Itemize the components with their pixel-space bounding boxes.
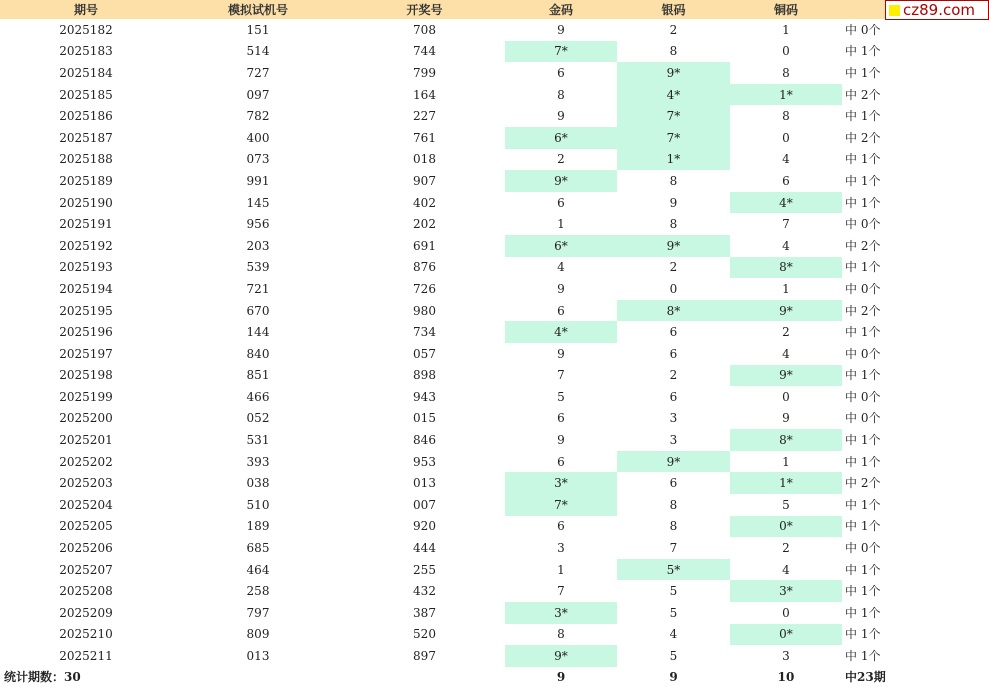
result-cell: 中 1个 <box>845 260 881 275</box>
draw-number-cell: 691 <box>413 238 436 253</box>
table-row <box>0 494 989 516</box>
bronze-code-cell: 6 <box>782 173 790 188</box>
draw-number-cell: 708 <box>413 22 436 37</box>
trial-number-cell: 189 <box>246 519 270 534</box>
draw-number-cell: 255 <box>413 562 436 577</box>
table-row <box>0 19 989 41</box>
table-row <box>0 645 989 667</box>
draw-number-cell: 013 <box>413 476 436 491</box>
issue-cell: 2025205 <box>59 519 113 534</box>
header-silver-code: 银码 <box>617 0 730 19</box>
draw-number-cell: 007 <box>413 497 436 512</box>
issue-cell: 2025207 <box>59 562 113 577</box>
draw-number-cell: 402 <box>413 195 436 210</box>
issue-cell: 2025209 <box>59 605 113 620</box>
result-cell: 中 1个 <box>845 627 881 642</box>
silver-code-cell: 2 <box>669 22 678 37</box>
gold-code-cell: 4* <box>505 321 617 343</box>
bronze-code-cell: 9* <box>730 365 842 387</box>
draw-number-cell: 387 <box>413 605 436 620</box>
issue-cell: 2025191 <box>59 217 113 232</box>
result-cell: 中 1个 <box>845 497 881 512</box>
bronze-code-cell: 8* <box>730 429 842 451</box>
table-row <box>0 343 989 365</box>
silver-code-cell: 8 <box>669 497 678 512</box>
trial-number-cell: 038 <box>246 476 270 491</box>
issue-cell: 2025202 <box>59 454 113 469</box>
gold-code-cell: 6* <box>505 235 617 257</box>
trial-number-cell: 393 <box>246 454 270 469</box>
silver-code-cell: 9* <box>617 62 730 84</box>
issue-cell: 2025186 <box>59 109 113 124</box>
issue-cell: 2025190 <box>59 195 113 210</box>
trial-number-cell: 721 <box>246 281 270 296</box>
table-row <box>0 580 989 602</box>
stat-count-label: 统计期数：30 <box>4 670 81 685</box>
table-row <box>0 300 989 322</box>
trial-number-cell: 670 <box>246 303 270 318</box>
gold-code-cell: 6 <box>557 303 565 318</box>
trial-number-cell: 851 <box>246 368 270 383</box>
gold-total: 9 <box>556 669 566 684</box>
table-row <box>0 516 989 538</box>
table-footer <box>0 667 989 687</box>
draw-number-cell: 164 <box>413 87 436 102</box>
result-cell: 中 1个 <box>845 325 881 340</box>
result-cell: 中 0个 <box>845 346 881 361</box>
trial-number-cell: 151 <box>246 22 270 37</box>
silver-code-cell: 9* <box>617 451 730 473</box>
trial-number-cell: 073 <box>246 152 270 167</box>
result-cell: 中 1个 <box>845 109 881 124</box>
table-row <box>0 321 989 343</box>
silver-code-cell: 9* <box>617 235 730 257</box>
trial-number-cell: 466 <box>246 389 270 404</box>
trial-number-cell: 097 <box>246 87 270 102</box>
silver-code-cell: 7 <box>669 541 678 556</box>
gold-code-cell: 6 <box>557 65 565 80</box>
gold-code-cell: 6 <box>557 411 565 426</box>
bronze-code-cell: 1* <box>730 472 842 494</box>
result-cell: 中 2个 <box>845 476 881 491</box>
issue-cell: 2025204 <box>59 497 113 512</box>
silver-code-cell: 5 <box>669 584 678 599</box>
draw-number-cell: 897 <box>413 649 436 664</box>
issue-cell: 2025210 <box>59 627 113 642</box>
draw-number-cell: 018 <box>413 152 436 167</box>
table-header <box>0 0 989 19</box>
table-row <box>0 537 989 559</box>
bronze-code-cell: 9 <box>782 411 790 426</box>
table-row <box>0 170 989 192</box>
draw-number-cell: 015 <box>413 411 436 426</box>
gold-code-cell: 9* <box>505 645 617 667</box>
trial-number-cell: 464 <box>246 562 270 577</box>
gold-code-cell: 9* <box>505 170 617 192</box>
draw-number-cell: 744 <box>413 44 436 59</box>
issue-cell: 2025200 <box>59 411 113 426</box>
gold-code-cell: 9 <box>557 433 565 448</box>
issue-cell: 2025188 <box>59 152 113 167</box>
gold-code-cell: 8 <box>557 87 565 102</box>
issue-cell: 2025201 <box>59 433 113 448</box>
bronze-code-cell: 4 <box>782 238 790 253</box>
result-cell: 中 0个 <box>845 22 881 37</box>
result-cell: 中 1个 <box>845 562 881 577</box>
trial-number-cell: 782 <box>246 109 270 124</box>
bronze-code-cell: 8 <box>782 109 790 124</box>
bronze-code-cell: 2 <box>782 541 790 556</box>
gold-code-cell: 6 <box>557 519 565 534</box>
issue-cell: 2025185 <box>59 87 113 102</box>
result-cell: 中 2个 <box>845 130 881 145</box>
bronze-code-cell: 0 <box>782 44 790 59</box>
result-cell: 中 1个 <box>845 519 881 534</box>
issue-cell: 2025206 <box>59 541 113 556</box>
result-total: 中23期 <box>845 670 886 685</box>
issue-cell: 2025196 <box>59 325 113 340</box>
trial-number-cell: 145 <box>246 195 270 210</box>
bronze-code-cell: 1 <box>782 454 790 469</box>
silver-code-cell: 3 <box>669 411 678 426</box>
table-row <box>0 213 989 235</box>
trial-number-cell: 797 <box>246 605 270 620</box>
table-row <box>0 127 989 149</box>
draw-number-cell: 953 <box>413 454 436 469</box>
table-row <box>0 429 989 451</box>
silver-code-cell: 7* <box>617 105 730 127</box>
issue-cell: 2025198 <box>59 368 113 383</box>
trial-number-cell: 840 <box>246 346 270 361</box>
gold-code-cell: 7 <box>557 368 565 383</box>
draw-number-cell: 898 <box>413 368 436 383</box>
table-row <box>0 408 989 430</box>
issue-cell: 2025184 <box>59 65 113 80</box>
silver-code-cell: 8 <box>669 44 678 59</box>
table-row <box>0 192 989 214</box>
gold-code-cell: 9 <box>557 346 565 361</box>
silver-code-cell: 9 <box>669 195 678 210</box>
table-row <box>0 624 989 646</box>
result-cell: 中 0个 <box>845 389 881 404</box>
bronze-code-cell: 0* <box>730 516 842 538</box>
bronze-code-cell: 2 <box>782 325 790 340</box>
header-draw-number: 开奖号 <box>344 0 505 19</box>
table-row <box>0 105 989 127</box>
draw-number-cell: 943 <box>413 389 436 404</box>
result-cell: 中 0个 <box>845 281 881 296</box>
result-cell: 中 2个 <box>845 238 881 253</box>
draw-number-cell: 726 <box>413 281 436 296</box>
header-bronze-code: 铜码 <box>730 0 842 19</box>
bronze-code-cell: 7 <box>782 217 790 232</box>
trial-number-cell: 956 <box>246 217 270 232</box>
issue-cell: 2025195 <box>59 303 113 318</box>
bronze-code-cell: 0 <box>782 130 790 145</box>
bronze-code-cell: 3* <box>730 580 842 602</box>
gold-code-cell: 1 <box>557 562 565 577</box>
trial-number-cell: 400 <box>246 130 270 145</box>
bronze-code-cell: 5 <box>782 497 790 512</box>
draw-number-cell: 846 <box>413 433 436 448</box>
trial-number-cell: 144 <box>246 325 270 340</box>
issue-cell: 2025203 <box>59 476 113 491</box>
silver-code-cell: 1* <box>617 149 730 171</box>
trial-number-cell: 013 <box>246 649 270 664</box>
table-row <box>0 84 989 106</box>
logo-square-icon <box>889 5 900 16</box>
gold-code-cell: 7* <box>505 494 617 516</box>
silver-total: 9 <box>669 669 678 684</box>
bronze-total: 10 <box>777 669 795 684</box>
issue-cell: 2025211 <box>59 649 113 664</box>
draw-number-cell: 432 <box>413 584 436 599</box>
result-cell: 中 0个 <box>845 411 881 426</box>
draw-number-cell: 444 <box>413 541 436 556</box>
draw-number-cell: 920 <box>413 519 436 534</box>
silver-code-cell: 7* <box>617 127 730 149</box>
header-trial-number: 模拟试机号 <box>172 0 344 19</box>
bronze-code-cell: 8 <box>782 65 790 80</box>
gold-code-cell: 7 <box>557 584 565 599</box>
silver-code-cell: 6 <box>669 389 678 404</box>
silver-code-cell: 5* <box>617 559 730 581</box>
draw-number-cell: 734 <box>413 325 436 340</box>
silver-code-cell: 4* <box>617 84 730 106</box>
gold-code-cell: 9 <box>557 22 565 37</box>
gold-code-cell: 3* <box>505 472 617 494</box>
bronze-code-cell: 9* <box>730 300 842 322</box>
silver-code-cell: 6 <box>669 325 678 340</box>
silver-code-cell: 0 <box>669 281 678 296</box>
bronze-code-cell: 1 <box>782 22 790 37</box>
issue-cell: 2025194 <box>59 281 113 296</box>
header-gold-code: 金码 <box>505 0 617 19</box>
table-row <box>0 62 989 84</box>
bronze-code-cell: 4* <box>730 192 842 214</box>
gold-code-cell: 2 <box>557 152 565 167</box>
issue-cell: 2025189 <box>59 173 113 188</box>
gold-code-cell: 3 <box>557 541 565 556</box>
table-body <box>0 19 989 667</box>
result-cell: 中 2个 <box>845 87 881 102</box>
result-cell: 中 1个 <box>845 152 881 167</box>
trial-number-cell: 514 <box>246 44 270 59</box>
table-row <box>0 365 989 387</box>
gold-code-cell: 8 <box>557 627 565 642</box>
silver-code-cell: 4 <box>669 627 678 642</box>
result-cell: 中 2个 <box>845 303 881 318</box>
issue-cell: 2025193 <box>59 260 113 275</box>
trial-number-cell: 203 <box>246 238 270 253</box>
result-cell: 中 0个 <box>845 217 881 232</box>
draw-number-cell: 202 <box>413 217 436 232</box>
result-cell: 中 1个 <box>845 195 881 210</box>
draw-number-cell: 799 <box>413 65 436 80</box>
trial-number-cell: 727 <box>246 65 270 80</box>
trial-number-cell: 531 <box>246 433 270 448</box>
issue-cell: 2025187 <box>59 130 113 145</box>
table-row <box>0 451 989 473</box>
gold-code-cell: 6* <box>505 127 617 149</box>
result-cell: 中 0个 <box>845 541 881 556</box>
silver-code-cell: 2 <box>669 260 678 275</box>
draw-number-cell: 057 <box>413 346 436 361</box>
table-row <box>0 41 989 63</box>
bronze-code-cell: 1* <box>730 84 842 106</box>
issue-cell: 2025208 <box>59 584 113 599</box>
gold-code-cell: 6 <box>557 195 565 210</box>
bronze-code-cell: 8* <box>730 257 842 279</box>
issue-cell: 2025192 <box>59 238 113 253</box>
silver-code-cell: 5 <box>669 605 678 620</box>
trial-number-cell: 539 <box>246 260 270 275</box>
table-row <box>0 386 989 408</box>
result-cell: 中 1个 <box>845 605 881 620</box>
silver-code-cell: 3 <box>669 433 678 448</box>
trial-number-cell: 510 <box>246 497 270 512</box>
table-row <box>0 278 989 300</box>
draw-number-cell: 761 <box>413 130 436 145</box>
result-cell: 中 1个 <box>845 65 881 80</box>
draw-number-cell: 227 <box>413 109 436 124</box>
table-row <box>0 235 989 257</box>
result-cell: 中 1个 <box>845 173 881 188</box>
issue-cell: 2025183 <box>59 44 113 59</box>
trial-number-cell: 991 <box>246 173 270 188</box>
bronze-code-cell: 4 <box>782 562 790 577</box>
trial-number-cell: 258 <box>246 584 270 599</box>
silver-code-cell: 8* <box>617 300 730 322</box>
header-issue: 期号 <box>0 0 172 19</box>
result-cell: 中 1个 <box>845 368 881 383</box>
bronze-code-cell: 1 <box>782 281 790 296</box>
silver-code-cell: 6 <box>669 476 678 491</box>
trial-number-cell: 685 <box>246 541 270 556</box>
silver-code-cell: 8 <box>669 217 678 232</box>
bronze-code-cell: 4 <box>782 346 790 361</box>
table-row <box>0 602 989 624</box>
bronze-code-cell: 0* <box>730 624 842 646</box>
site-logo[interactable] <box>885 0 989 20</box>
trial-number-cell: 809 <box>246 627 270 642</box>
issue-cell: 2025197 <box>59 346 113 361</box>
issue-cell: 2025199 <box>59 389 113 404</box>
silver-code-cell: 2 <box>669 368 678 383</box>
result-cell: 中 1个 <box>845 454 881 469</box>
draw-number-cell: 520 <box>413 627 436 642</box>
result-cell: 中 1个 <box>845 584 881 599</box>
draw-number-cell: 907 <box>413 173 436 188</box>
gold-code-cell: 7* <box>505 41 617 63</box>
table-row <box>0 149 989 171</box>
trial-number-cell: 052 <box>246 411 270 426</box>
gold-code-cell: 9 <box>557 281 565 296</box>
gold-code-cell: 3* <box>505 602 617 624</box>
result-cell: 中 1个 <box>845 433 881 448</box>
gold-code-cell: 4 <box>557 260 565 275</box>
draw-number-cell: 980 <box>413 303 436 318</box>
gold-code-cell: 1 <box>557 217 565 232</box>
silver-code-cell: 8 <box>669 173 678 188</box>
result-cell: 中 1个 <box>845 44 881 59</box>
table-row <box>0 472 989 494</box>
bronze-code-cell: 4 <box>782 152 790 167</box>
silver-code-cell: 8 <box>669 519 678 534</box>
silver-code-cell: 6 <box>669 346 678 361</box>
gold-code-cell: 9 <box>557 109 565 124</box>
issue-cell: 2025182 <box>59 22 113 37</box>
table-row <box>0 257 989 279</box>
silver-code-cell: 5 <box>669 649 678 664</box>
logo-text: cz89.com <box>903 1 976 19</box>
draw-number-cell: 876 <box>413 260 436 275</box>
bronze-code-cell: 0 <box>782 605 790 620</box>
bronze-code-cell: 0 <box>782 389 790 404</box>
bronze-code-cell: 3 <box>782 649 790 664</box>
gold-code-cell: 6 <box>557 454 565 469</box>
gold-code-cell: 5 <box>557 389 565 404</box>
result-cell: 中 1个 <box>845 649 881 664</box>
table-row <box>0 559 989 581</box>
